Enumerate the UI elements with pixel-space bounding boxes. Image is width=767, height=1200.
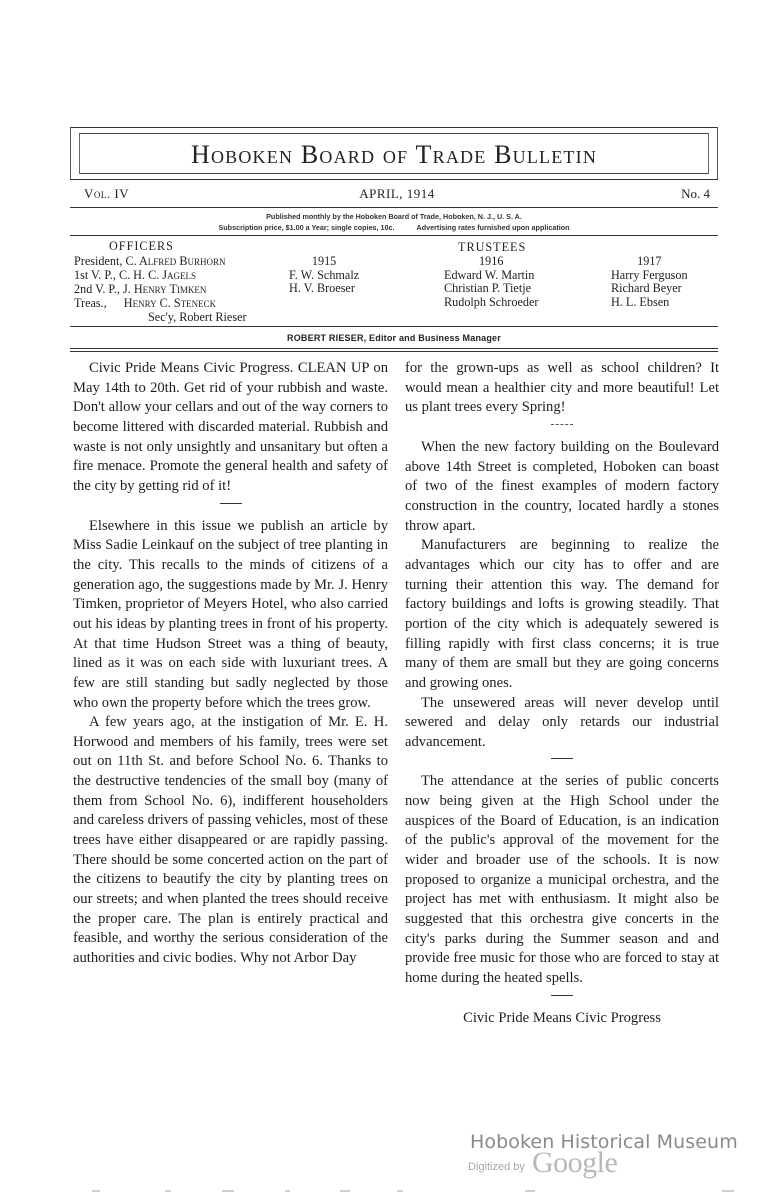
divider-rule — [70, 235, 718, 236]
section-separator — [551, 995, 573, 996]
left-column — [73, 359, 388, 969]
article-paragraph: Civic Pride Means Civic Progress. CLEAN UP on May 14th to 20th. Get rid of your rubbish and waste. Don't allow your cellars and out of the way corners to become littered with discarded material. Rubbish and waste is not only unsightly and unsanitary but often a fire menace. Promote the general health and safety of the city by getting rid of it! — [73, 360, 388, 494]
trustees-1915 — [289, 255, 359, 296]
trustee-name: H. V. Broeser — [289, 281, 355, 296]
officer-row — [74, 283, 206, 297]
trustee-name: Christian P. Tietje — [444, 281, 532, 296]
scan-artifacts — [0, 1190, 767, 1194]
officer-name: Henry C. Steneck — [123, 296, 217, 310]
issue-number: No. 4 — [681, 186, 710, 201]
editor-line: ROBERT RIESER, Editor and Business Manager — [287, 333, 501, 343]
trustee-year: 1915 — [311, 254, 337, 268]
scan-speck — [92, 1190, 100, 1192]
published-line: Published monthly by the Hoboken Board of Trade, Hoboken, N. J., U. S. A. — [266, 212, 522, 221]
secretary-row: Sec'y, Robert Rieser — [148, 310, 247, 324]
divider-rule — [70, 207, 718, 208]
advertising-text: Advertising rates furnished upon application — [416, 223, 570, 232]
subscription-line — [70, 223, 718, 232]
scan-speck — [525, 1190, 535, 1192]
section-separator — [551, 758, 573, 759]
divider-rule — [70, 348, 718, 349]
scan-speck — [722, 1190, 734, 1192]
divider-rule — [70, 326, 718, 327]
scan-speck — [165, 1190, 171, 1192]
officer-name: J. Henry Timken — [123, 282, 207, 296]
article-paragraph: The attendance at the series of public concerts now being given at the High School under the auspices of the Board of Education, is an indication of the public's approval of the movement for the wider and broader use of the schools. It is now proposed to organize a municipal orchestra, and the project has met with enthusiasm. It might also be suggested that this orchestra give concerts in the city's parks during the Summer season and and provide free music for those who are forced to stay at home during the heated spells. — [405, 773, 719, 987]
officer-row — [74, 297, 216, 311]
trustee-name: Richard Beyer — [611, 281, 682, 296]
trustees-1916 — [444, 255, 538, 309]
digitized-by-label: Digitized by — [468, 1161, 525, 1173]
google-logo: Google — [532, 1146, 618, 1179]
officer-name: C. Alfred Burhorn — [125, 254, 226, 268]
masthead-frame — [70, 127, 718, 180]
trustee-name: Rudolph Schroeder — [444, 294, 539, 309]
museum-watermark: Hoboken Historical Museum — [470, 1131, 738, 1153]
closing-slogan: Civic Pride Means Civic Progress — [463, 1009, 661, 1026]
trustee-year: 1916 — [479, 254, 504, 268]
officers-heading: OFFICERS — [109, 239, 174, 253]
officer-row — [74, 255, 226, 269]
officer-name: C. H. C. Jagels — [118, 268, 197, 282]
publication-title: Hoboken Board of Trade Bulletin — [190, 140, 598, 169]
issue-info-row — [84, 186, 710, 206]
scan-speck — [285, 1190, 290, 1192]
trustee-year: 1917 — [637, 254, 662, 268]
divider-rule — [70, 351, 718, 352]
right-column — [405, 359, 719, 1028]
trustee-name: F. W. Schmalz — [289, 267, 360, 282]
scan-speck — [340, 1190, 350, 1192]
article-paragraph: Elsewhere in this issue we publish an article by Miss Sadie Leinkauf on the subject of tree planting in the city. This recalls to the minds of citizens of a generation ago, the suggestions made by Mr. J. Henry Timken, proprietor of Meyers Hotel, who also carried out his ideas by planting trees in front of his property. At that time Hudson Street was a thing of beauty, lined as it was on each side with luxuriant trees. A few are still standing but sadly neglected by those who own the property before which the trees grow. — [73, 517, 388, 711]
section-separator — [551, 424, 573, 425]
officer-role: President, — [74, 254, 123, 268]
scan-speck — [397, 1190, 403, 1192]
trustee-name: H. L. Ebsen — [611, 294, 670, 309]
masthead-inner-frame — [79, 133, 709, 174]
scan-speck — [222, 1190, 234, 1192]
article-paragraph: for the grown-ups as well as school children? It would mean a healthier city and more beautiful! Let us plant trees every Spring! — [405, 360, 719, 416]
article-paragraph: A few years ago, at the instigation of Mr. E. H. Horwood and members of his family, trees were set out on 11th St. and before School No. 6. Thanks to the destructive tendencies of the small boy (many of them from School No. 6), indifferent householders and careless drivers of passing vehicles, most of these trees have either disappeared or are rapidly passing. There should be some concerted action on the part of the citizens to beautify the city by planting trees on our streets; and when planted the trees should receive the proper care. The plan is entirely practical and feasible, and worthy the serious consideration of the authorities and civic bodies. Why not Arbor Day — [73, 714, 388, 967]
issue-date: APRIL, 1914 — [359, 186, 435, 201]
volume-label: Vol. IV — [84, 186, 130, 201]
article-paragraph: When the new factory building on the Boulevard above 14th Street is completed, Hoboken can boast of two of the finest examples of modern factory construction in the country, located hardly a stones throw apart. — [405, 438, 719, 534]
trustees-heading: TRUSTEES — [458, 240, 527, 254]
trustee-name: Edward W. Martin — [444, 267, 535, 282]
article-paragraph: Manufacturers are beginning to realize the advantages which our city has to offer and are turning their attention this way. The demand for factory buildings and lofts is growing steadily. That portion of the city which is adequately sewered is filling rapidly with first class concerns; it is true many of them are small but they are going concerns and growing ones. — [405, 537, 719, 691]
trustee-name: Harry Ferguson — [611, 267, 688, 282]
subscription-text: Subscription price, $1.00 a Year; single copies, 10c. — [218, 223, 395, 232]
officer-role: 1st V. P., — [74, 268, 116, 282]
officer-role: Treas., — [74, 296, 107, 310]
officer-row — [74, 269, 196, 283]
article-paragraph: The unsewered areas will never develop until sewered and delay only retards our industrial advancement. — [405, 694, 719, 750]
section-separator — [220, 503, 242, 504]
officer-role: 2nd V. P., — [74, 282, 120, 296]
trustees-1917 — [611, 255, 688, 309]
